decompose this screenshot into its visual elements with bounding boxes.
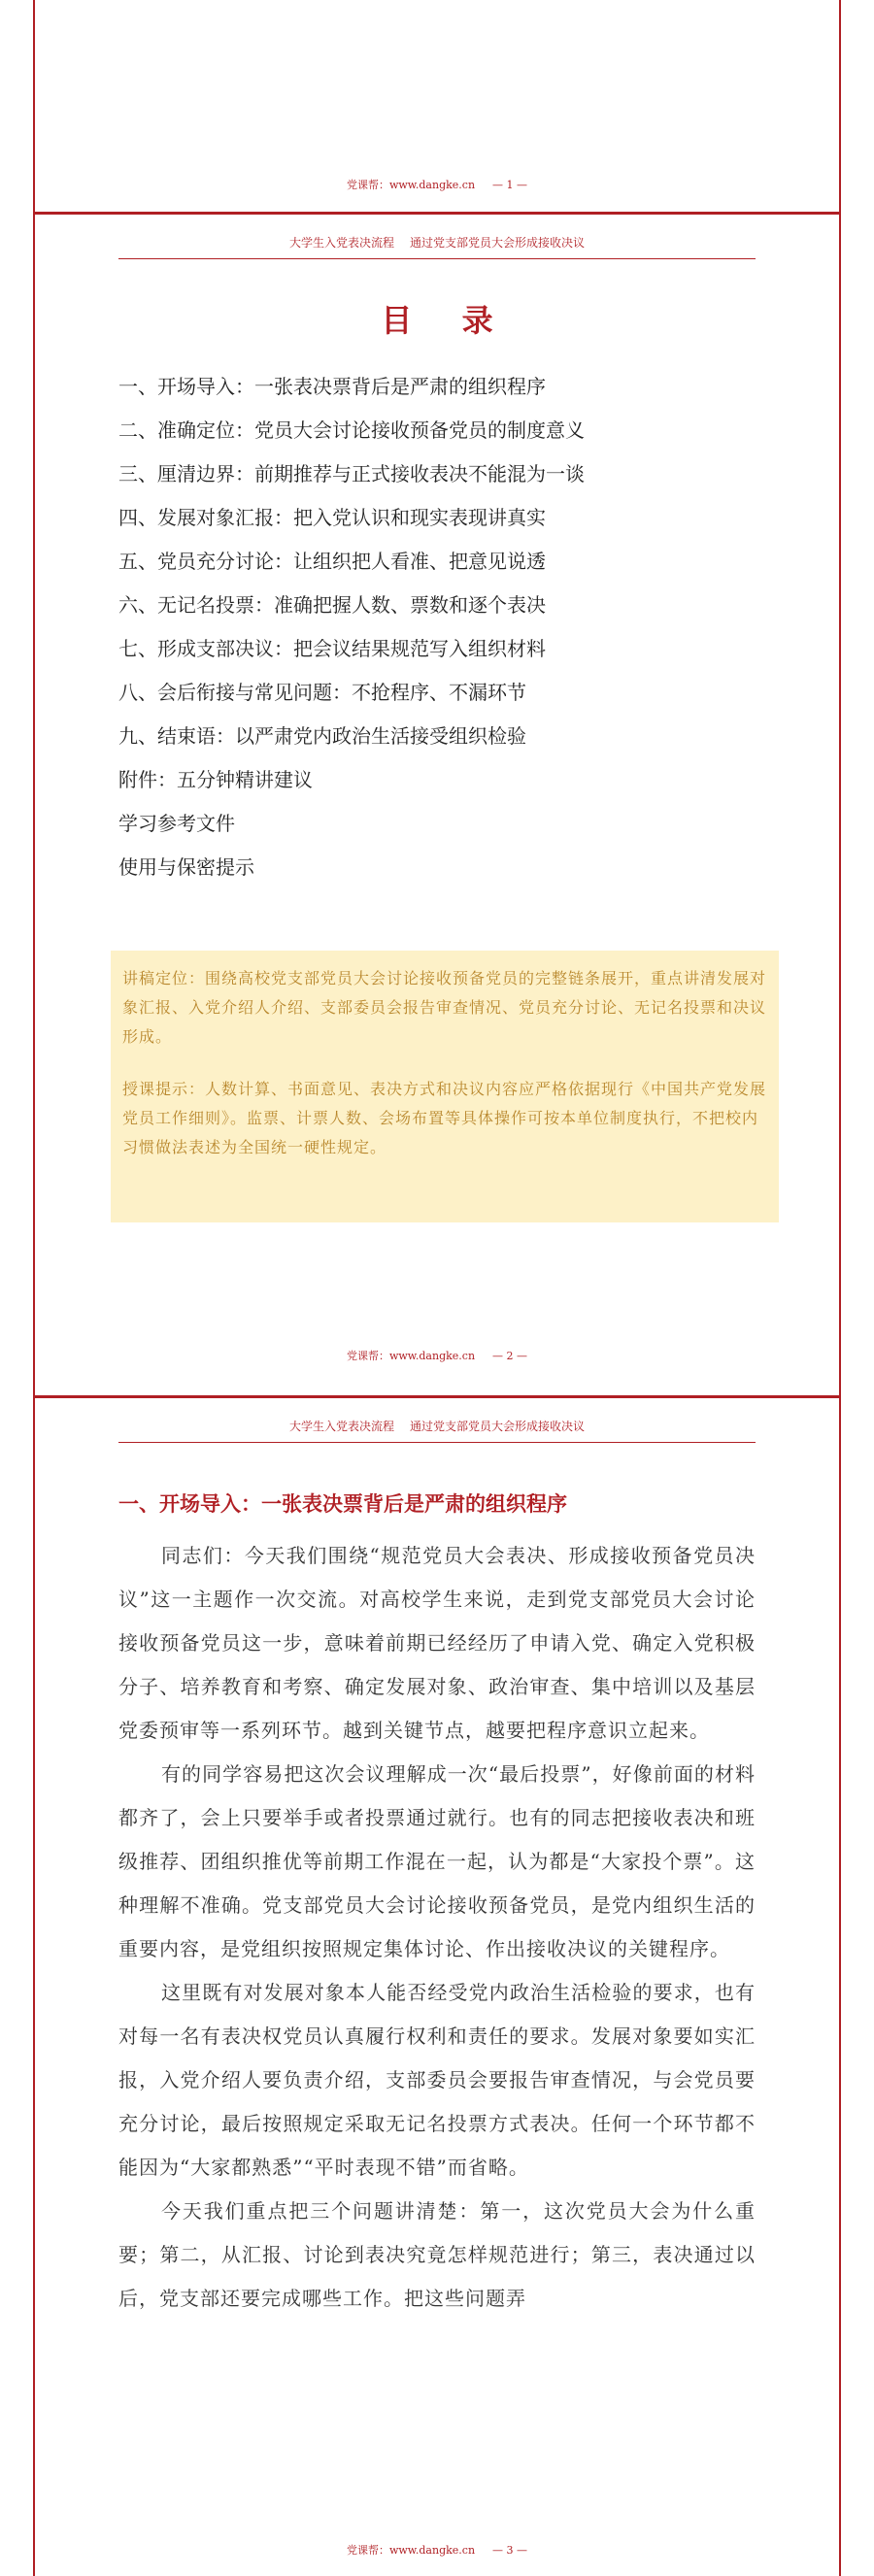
footer-site: 党课帮：www.dangke.cn [346,1350,476,1362]
page-footer [35,177,839,192]
toc-item[interactable]: 五、党员充分讨论：让组织把人看准、把意见说透 [118,550,546,573]
toc-item[interactable]: 七、形成支部决议：把会议结果规范写入组织材料 [118,637,546,660]
section-heading: 一、开场导入：一张表决票背后是严肃的组织程序 [118,1491,567,1516]
footer-page-number: — 3 — [492,2544,528,2557]
body-paragraph: 同志们：今天我们围绕“规范党员大会表决、形成接收预备党员决议”这一主题作一次交流。对高校学生来说，走到党支部党员大会讨论接收预备党员这一步，意味着前期已经经历了申请入党、确定入党积极分子、培养教育和考察、确定发展对象、政治审查、集中培训以及基层党委预审等一系列环节。越到关键节点，越要把程序意识立起来。 [118,1544,756,1742]
toc-title: 目 录 [381,302,513,339]
header-right: 通过党支部党员大会形成接收决议 [410,1420,586,1433]
toc-item[interactable]: 九、结束语：以严肃党内政治生活接受组织检验 [118,724,526,748]
header-left: 大学生入党表决流程 [288,236,394,250]
toc-item[interactable]: 三、厘清边界：前期推荐与正式接收表决不能混为一谈 [118,462,585,485]
toc-item[interactable]: 一、开场导入：一张表决票背后是严肃的组织程序 [118,375,546,398]
toc-item[interactable]: 使用与保密提示 [118,855,254,879]
note-positioning: 讲稿定位：围绕高校党支部党员大会讨论接收预备党员的完整链条展开，重点讲清发展对象汇报、入党介绍人介绍、支部委员会报告审查情况、党员充分讨论、无记名投票和决议形成。 [122,969,767,1046]
toc-item[interactable]: 六、无记名投票：准确把握人数、票数和逐个表决 [118,593,546,617]
body-paragraph: 今天我们重点把三个问题讲清楚：第一，这次党员大会为什么重要；第二，从汇报、讨论到表决究竟怎样规范进行；第三，表决通过以后，党支部还要完成哪些工作。把这些问题弄 [118,2199,756,2310]
footer-page-number: — 1 — [492,179,528,191]
header-right: 通过党支部党员大会形成接收决议 [410,236,586,250]
running-header [118,234,756,259]
header-left: 大学生入党表决流程 [288,1420,394,1433]
table-of-contents [118,365,756,889]
footer-page-number: — 2 — [492,1350,528,1362]
toc-item[interactable]: 学习参考文件 [118,812,235,835]
body-paragraph: 这里既有对发展对象本人能否经受党内政治生活检验的要求，也有对每一名有表决权党员认真履行权利和责任的要求。发展对象要如实汇报，入党介绍人要负责介绍，支部委员会要报告审查情况，与会党员要充分讨论，最后按照规定采取无记名投票方式表决。任何一个环节都不能因为“大家都熟悉”“平时表现不错”而省略。 [118,1981,756,2179]
running-header [118,1418,756,1443]
footer-site: 党课帮：www.dangke.cn [346,2544,476,2557]
note-teaching-tips: 授课提示：人数计算、书面意见、表决方式和决议内容应严格依据现行《中国共产党发展党员工作细则》。监票、计票人数、会场布置等具体操作可按本单位制度执行，不把校内习惯做法表述为全国统一硬性规定。 [122,1080,767,1156]
lecture-note-box [111,951,779,1222]
section-body [118,1534,756,2321]
footer-site: 党课帮：www.dangke.cn [346,179,476,191]
page-1 [33,0,841,213]
toc-item[interactable]: 八、会后衔接与常见问题：不抢程序、不漏环节 [118,681,526,704]
toc-item[interactable]: 二、准确定位：党员大会讨论接收预备党员的制度意义 [118,418,585,442]
toc-item[interactable]: 附件：五分钟精讲建议 [118,768,313,791]
toc-item[interactable]: 四、发展对象汇报：把入党认识和现实表现讲真实 [118,506,546,529]
page-footer [35,2542,839,2558]
body-paragraph: 有的同学容易把这次会议理解成一次“最后投票”，好像前面的材料都齐了，会上只要举手或者投票通过就行。也有的同志把接收表决和班级推荐、团组织推优等前期工作混在一起，认为都是“大家投个票”。这种理解不准确。党支部党员大会讨论接收预备党员，是党内组织生活的重要内容，是党组织按照规定集体讨论、作出接收决议的关键程序。 [118,1762,756,1960]
page-3 [33,1398,841,2576]
page-2 [33,215,841,1395]
page-footer [35,1348,839,1363]
